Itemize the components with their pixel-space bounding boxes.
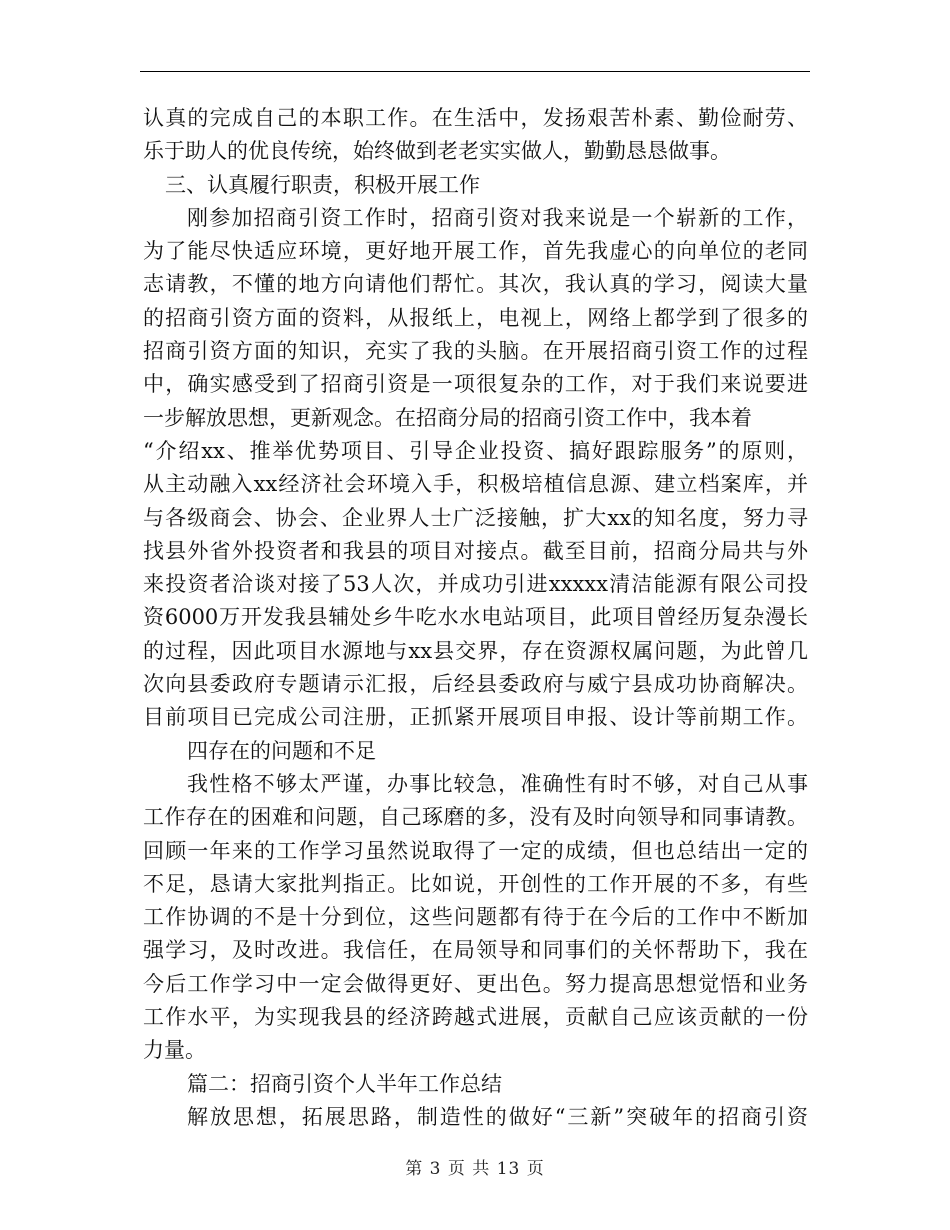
text-line: 一步解放思想，更新观念。在招商分局的招商引资工作中，我本着	[143, 405, 752, 430]
text-line: 次向县委政府专题请示汇报，后经县委政府与威宁县成功协商解决。	[143, 672, 808, 697]
text-line: 志请教，不懂的地方向请他们帮忙。其次，我认真的学习，阅读大量	[143, 272, 808, 297]
text-line: 找县外省外投资者和我县的项目对接点。截至目前，招商分局共与外	[143, 538, 808, 563]
header-rule	[140, 71, 810, 72]
text-line: 与各级商会、协会、企业界人士广泛接触，扩大xx的知名度，努力寻	[143, 505, 808, 530]
document-body	[143, 102, 808, 1134]
text-line: 刚参加招商引资工作时，招商引资对我来说是一个崭新的工作，	[187, 205, 808, 230]
text-line: 目前项目已完成公司注册，正抓紧开展项目申报、设计等前期工作。	[143, 705, 808, 730]
text-line: 为了能尽快适应环境，更好地开展工作，首先我虚心的向单位的老同	[143, 239, 808, 264]
text-line: 中，确实感受到了招商引资是一项很复杂的工作，对于我们来说要进	[143, 372, 808, 397]
text-line: 我性格不够太严谨，办事比较急，准确性有时不够，对自己从事	[187, 771, 808, 796]
text-line: 的过程，因此项目水源地与xx县交界，存在资源权属问题，为此曾几	[143, 638, 808, 663]
text-line: 工作存在的困难和问题，自己琢磨的多，没有及时向领导和同事请教。	[143, 805, 808, 830]
text-line: 力量。	[143, 1038, 206, 1063]
text-line: 乐于助人的优良传统，始终做到老老实实做人，勤勤恳恳做事。	[143, 139, 731, 164]
page-number: 第 3 页 共 13 页	[405, 1159, 545, 1179]
text-line: 回顾一年来的工作学习虽然说取得了一定的成绩，但也总结出一定的	[143, 838, 808, 863]
text-line: 不足，恳请大家批判指正。比如说，开创性的工作开展的不多，有些	[143, 871, 808, 896]
text-line: 今后工作学习中一定会做得更好、更出色。努力提高思想觉悟和业务	[143, 971, 808, 996]
text-line: 篇二：招商引资个人半年工作总结	[187, 1071, 502, 1096]
text-line: 从主动融入xx经济社会环境入手，积极培植信息源、建立档案库，并	[143, 472, 808, 497]
text-line: 工作水平，为实现我县的经济跨越式进展，贡献自己应该贡献的一份	[143, 1005, 808, 1030]
text-line: 解放思想，拓展思路，制造性的做好“三新”突破年的招商引资	[187, 1104, 808, 1129]
text-line: 的招商引资方面的资料，从报纸上，电视上，网络上都学到了很多的	[143, 305, 808, 330]
text-line: 来投资者洽谈对接了53人次，并成功引进xxxxx清洁能源有限公司投	[143, 572, 808, 597]
text-line: 资6000万开发我县辅处乡牛吃水水电站项目，此项目曾经历复杂漫长	[143, 605, 808, 630]
text-line: 强学习，及时改进。我信任，在局领导和同事们的关怀帮助下，我在	[143, 938, 808, 963]
text-line: “介绍xx、推举优势项目、引导企业投资、搞好跟踪服务”的原则，	[143, 438, 808, 463]
text-line: 招商引资方面的知识，充实了我的头脑。在开展招商引资工作的过程	[143, 339, 808, 364]
text-line: 三、认真履行职责，积极开展工作	[165, 172, 480, 197]
text-line: 工作协调的不是十分到位，这些问题都有待于在今后的工作中不断加	[143, 905, 808, 930]
text-line: 认真的完成自己的本职工作。在生活中，发扬艰苦朴素、勤俭耐劳、	[143, 106, 808, 130]
text-line: 四存在的问题和不足	[187, 738, 376, 763]
